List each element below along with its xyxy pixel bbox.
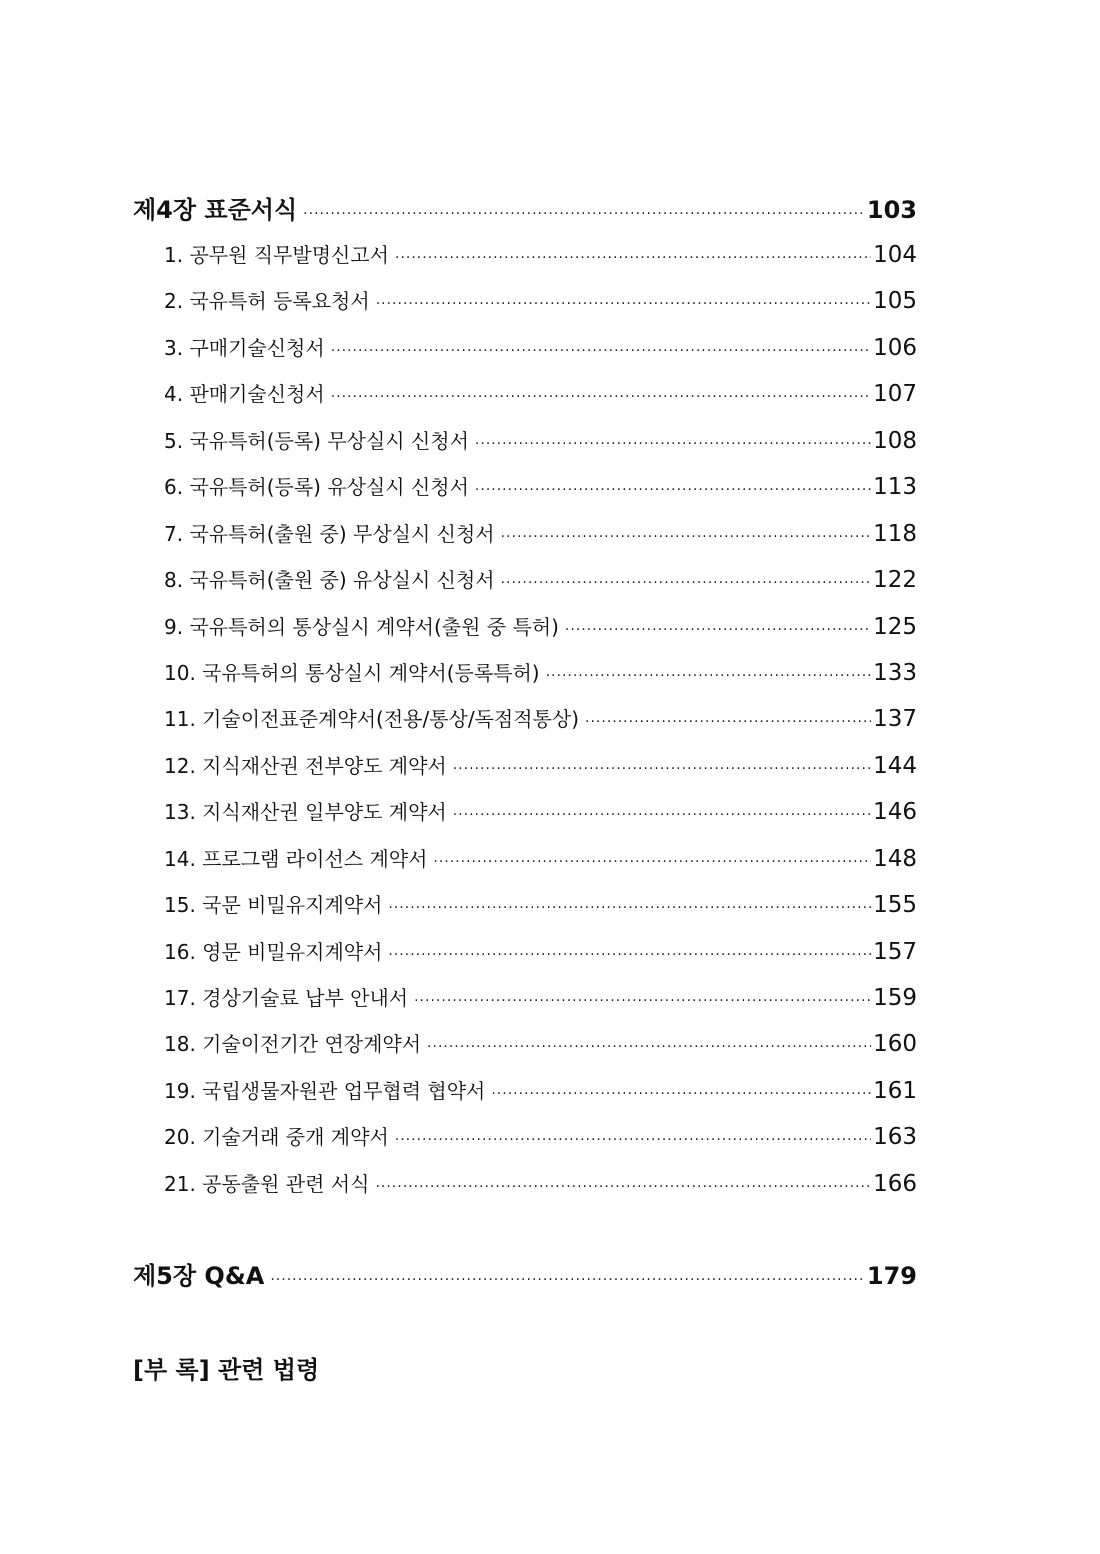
- dot-leader: [331, 374, 871, 420]
- item-title: 4. 판매기술신청서: [164, 382, 325, 407]
- page-number: 179: [866, 1262, 917, 1291]
- toc-item[interactable]: [133, 743, 917, 789]
- toc-item[interactable]: [133, 371, 917, 417]
- page-number: 103: [866, 196, 917, 224]
- page-number: 122: [873, 567, 917, 594]
- dot-leader: [395, 1117, 871, 1163]
- dot-leader: [270, 1258, 865, 1302]
- toc-item[interactable]: [133, 418, 917, 464]
- page-number: 163: [873, 1124, 917, 1151]
- item-title: 1. 공무원 직무발명신고서: [164, 243, 389, 267]
- dot-leader: [453, 792, 871, 838]
- toc-item[interactable]: [133, 650, 917, 696]
- toc-item[interactable]: [133, 557, 917, 603]
- dot-leader: [376, 281, 871, 327]
- item-title: 12. 지식재산권 전부양도 계약서: [164, 753, 447, 778]
- appendix-label: [부 록]: [133, 1356, 210, 1385]
- page-number: 160: [873, 1031, 917, 1058]
- spacer: [133, 1298, 917, 1348]
- dot-leader: [453, 746, 871, 792]
- appendix-title: 관련 법령: [218, 1356, 320, 1385]
- page-number: 107: [873, 381, 917, 408]
- toc-appendix[interactable]: [133, 1348, 917, 1392]
- dot-leader: [427, 1024, 871, 1070]
- item-title: 2. 국유특허 등록요청서: [164, 289, 370, 314]
- page-number: 133: [873, 659, 917, 686]
- toc-item[interactable]: [133, 1021, 917, 1067]
- dot-leader: [303, 192, 865, 236]
- table-of-contents: [133, 188, 917, 1392]
- toc-item[interactable]: [133, 1114, 917, 1160]
- item-title: 3. 구매기술신청서: [164, 335, 325, 360]
- dot-leader: [395, 235, 871, 281]
- dot-leader: [546, 653, 871, 699]
- page-number: 125: [873, 613, 917, 640]
- toc-item[interactable]: [133, 1068, 917, 1114]
- page-number: 161: [873, 1077, 917, 1104]
- spacer: [133, 1207, 917, 1254]
- page-number: 118: [873, 520, 917, 547]
- item-title: 9. 국유특허의 통상실시 계약서(출원 중 특허): [164, 614, 559, 639]
- toc-item[interactable]: [133, 789, 917, 835]
- page-number: 137: [873, 706, 917, 733]
- dot-leader: [331, 328, 871, 374]
- item-title: 5. 국유특허(등록) 무상실시 신청서: [164, 428, 469, 453]
- toc-item[interactable]: [133, 464, 917, 510]
- toc-item[interactable]: [133, 1161, 917, 1207]
- toc-item[interactable]: [133, 604, 917, 650]
- chapter-title: 제4장 표준서식: [133, 196, 298, 224]
- page-number: 106: [873, 334, 917, 361]
- item-title: 15. 국문 비밀유지계약서: [164, 893, 383, 918]
- item-title: 11. 기술이전표준계약서(전용/통상/독점적통상): [164, 707, 580, 732]
- item-title: 7. 국유특허(출원 중) 무상실시 신청서: [164, 521, 495, 546]
- dot-leader: [501, 514, 871, 560]
- item-title: 10. 국유특허의 통상실시 계약서(등록특허): [164, 660, 540, 685]
- page-number: 157: [873, 938, 917, 965]
- toc-item[interactable]: [133, 975, 917, 1021]
- item-title: 8. 국유특허(출원 중) 유상실시 신청서: [164, 568, 495, 593]
- dot-leader: [585, 699, 871, 745]
- dot-leader: [375, 1164, 871, 1210]
- dot-leader: [433, 839, 871, 885]
- item-title: 13. 지식재산권 일부양도 계약서: [164, 800, 447, 825]
- dot-leader: [388, 885, 871, 931]
- item-title: 14. 프로그램 라이선스 계약서: [164, 846, 428, 871]
- dot-leader: [388, 932, 871, 978]
- dot-leader: [414, 978, 871, 1024]
- page-number: 104: [873, 242, 917, 268]
- page-number: 105: [873, 288, 917, 315]
- toc-item[interactable]: [133, 696, 917, 742]
- dot-leader: [475, 421, 871, 467]
- page-number: 159: [873, 985, 917, 1011]
- item-title: 19. 국립생물자원관 업무협력 협약서: [164, 1078, 486, 1103]
- toc-item[interactable]: [133, 929, 917, 975]
- item-title: 20. 기술거래 중개 계약서: [164, 1125, 389, 1150]
- toc-item[interactable]: [133, 325, 917, 371]
- dot-leader: [501, 560, 871, 606]
- toc-item[interactable]: [133, 232, 917, 278]
- page-number: 166: [873, 1170, 917, 1197]
- page-number: 108: [873, 427, 917, 454]
- chapter-title: 제5장 Q&A: [133, 1262, 265, 1291]
- toc-chapter-5[interactable]: [133, 1254, 917, 1298]
- page-number: 146: [873, 799, 917, 826]
- toc-item[interactable]: [133, 882, 917, 928]
- page-number: 144: [873, 752, 917, 779]
- dot-leader: [565, 607, 871, 653]
- page-number: 113: [873, 474, 917, 501]
- toc-item[interactable]: [133, 836, 917, 882]
- page-number: 155: [873, 892, 917, 919]
- dot-leader: [475, 467, 871, 513]
- toc-item[interactable]: [133, 511, 917, 557]
- toc-chapter-4[interactable]: [133, 188, 917, 232]
- page-number: 148: [873, 845, 917, 872]
- toc-item[interactable]: [133, 278, 917, 324]
- item-title: 21. 공동출원 관련 서식: [164, 1171, 370, 1196]
- item-title: 18. 기술이전기간 연장계약서: [164, 1032, 422, 1057]
- item-title: 6. 국유특허(등록) 유상실시 신청서: [164, 475, 469, 500]
- item-title: 17. 경상기술료 납부 안내서: [164, 986, 409, 1010]
- dot-leader: [491, 1071, 871, 1117]
- item-title: 16. 영문 비밀유지계약서: [164, 939, 383, 964]
